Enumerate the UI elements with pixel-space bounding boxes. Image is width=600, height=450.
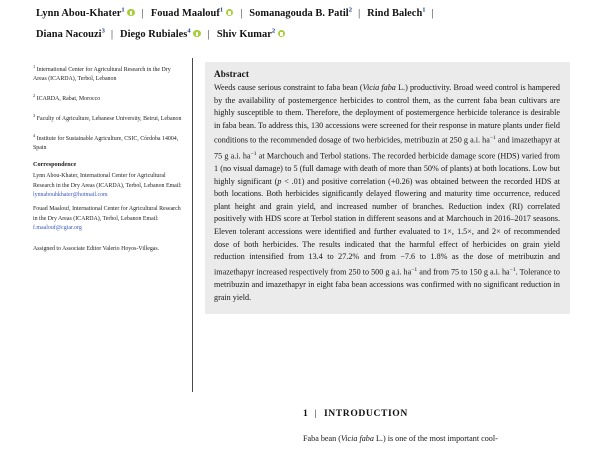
author-name: Diana Nacouzi (36, 29, 102, 41)
affiliation-item (33, 111, 183, 124)
author-separator: | (110, 29, 114, 41)
affiliation-item (33, 62, 183, 85)
affiliation-text: Institute for Sustainable Agriculture, CSIC, Córdoba 14004, Spain (33, 136, 179, 152)
assigned-editor-note: Assigned to Associate Editor Valerio Hoyos-Villegas. (33, 245, 160, 252)
correspondence-address: Lynn Abou-Khater, International Center for Agricultural Research in the Dry Areas (ICARDA), Terbol, Lebanon (33, 173, 166, 189)
author-name: Lynn Abou-Khater (36, 8, 122, 20)
email-label: Email: (165, 182, 182, 189)
affiliation-marker: 3 (33, 113, 36, 119)
author-entry (151, 8, 234, 19)
author-name: Somanagouda B. Patil (249, 8, 349, 20)
orcid-icon[interactable] (193, 30, 201, 38)
email-link[interactable]: f.maalouf@cgiar.org (33, 225, 82, 232)
correspondence-entry (33, 172, 183, 200)
author-entry (367, 8, 425, 19)
email-label: Email: (142, 215, 159, 222)
author-name: Shiv Kumar (216, 29, 272, 41)
affiliation-text: International Center for Agricultural Research in the Dry Areas (ICARDA), Terbol, Lebanon (33, 66, 171, 83)
orcid-icon[interactable] (278, 30, 286, 38)
author-affiliation-marker: 2 (271, 27, 276, 35)
author-affiliation-marker: 1 (121, 7, 125, 14)
orcid-icon[interactable] (226, 9, 234, 17)
author-entry (120, 29, 202, 40)
author-entry (36, 8, 136, 19)
abstract-text: Weeds cause serious constraint to faba bean (Vicia faba L.) productivity. Broad weed control is hampered by the availability of postemergence herbicides to control them, as the current faba bean cultivars are highly susceptible to them. Therefore, the deployment of postemergence herbicide tolerance is desirable in faba bean. To address this, 130 accessions were screened for their response in mature plants under field conditions to the recommended dosage of two herbicides, metribuzin at 250 g a.i. $ha^{-1}$ and imazethapyr at 75 g a.i. $ha^{-1}$ at Marchouch and Terbol stations. The recorded herbicide damage score (HDS) varied from 1 (no visual damage) to 5 (full damage with death of more than 50% of plants) at both locations. Low but highly significant (p < .01) and positive correlation (+0.26) was obtained between the recorded HDS at both locations. Both herbicides significantly delayed flowering and maturity time occurrence, reduced plant height and grain yield, and increased number of branches. Reduction index (RI) correlated positively with HDS score at Terbol station in different seasons and at Marchouch in 2016–2017 seasons. Eleven tolerant accessions were identified and further evaluated to 1×, 1.5×, and 2× of recommended dose of both herbicides. The results indicated that the harmful effect of herbicides on grain yield reduction intensified from 13.4 to 27.2% and from −7.6 to 1.8% as the dose of metribuzin and imazethapyr increased respectively from 250 to 500 g a.i. $ha^{-1}$ and from 75 to 150 g a.i. $ha^{-1}$. Tolerance to metribuzin and imazethapyr in eight faba bean accessions was confirmed with no significant reduction in grain yield. (214, 83, 561, 302)
author-affiliation-marker: 1 (422, 7, 426, 14)
correspondence-heading: Correspondence (33, 161, 77, 169)
author-separator: | (240, 8, 243, 20)
column-divider (192, 58, 193, 392)
left-sidebar (33, 62, 183, 254)
section-title: INTRODUCTION (323, 408, 408, 419)
introduction-heading (303, 408, 408, 419)
author-separator: | (358, 8, 361, 20)
author-separator: | (207, 29, 210, 41)
introduction-text: Faba bean (Vicia faba L.) is one of the most important cool- (303, 434, 498, 443)
author-separator: | (431, 8, 434, 20)
abstract-panel (205, 62, 570, 314)
author-entry (249, 8, 352, 19)
affiliation-item (33, 91, 183, 104)
affiliation-marker: 2 (33, 93, 36, 99)
email-link[interactable]: lynnabouhkhater@hotmail.com (33, 192, 108, 199)
author-affiliation-marker: 3 (101, 27, 105, 35)
affiliation-text: Faculty of Agriculture, Lebanese University, Beirut, Lebanon (36, 116, 182, 123)
author-entry (36, 29, 105, 40)
author-name: Fouad Maalouf (150, 8, 220, 20)
author-list (36, 2, 570, 44)
abstract-heading: Abstract (214, 69, 249, 79)
affiliation-marker: 4 (33, 133, 36, 139)
author-separator: | (141, 8, 144, 20)
correspondence-address: Fouad Maalouf, International Center for Agricultural Research in the Dry Areas (ICARDA), Terbol, Lebanon (33, 206, 181, 222)
author-entry (217, 29, 286, 40)
author-name: Rind Balech (367, 8, 423, 20)
affiliation-item (33, 131, 183, 154)
author-name: Diego Rubiales (120, 29, 188, 41)
correspondence-entry (33, 205, 183, 233)
section-divider: | (314, 408, 317, 419)
author-affiliation-marker: 4 (187, 27, 191, 35)
orcid-icon[interactable] (127, 9, 135, 17)
affiliation-text: ICARDA, Rabat, Morocco (36, 96, 101, 103)
author-affiliation-marker: 1 (219, 7, 224, 14)
section-number: 1 (303, 408, 309, 419)
affiliation-marker: 1 (33, 64, 36, 69)
author-affiliation-marker: 2 (348, 7, 353, 14)
